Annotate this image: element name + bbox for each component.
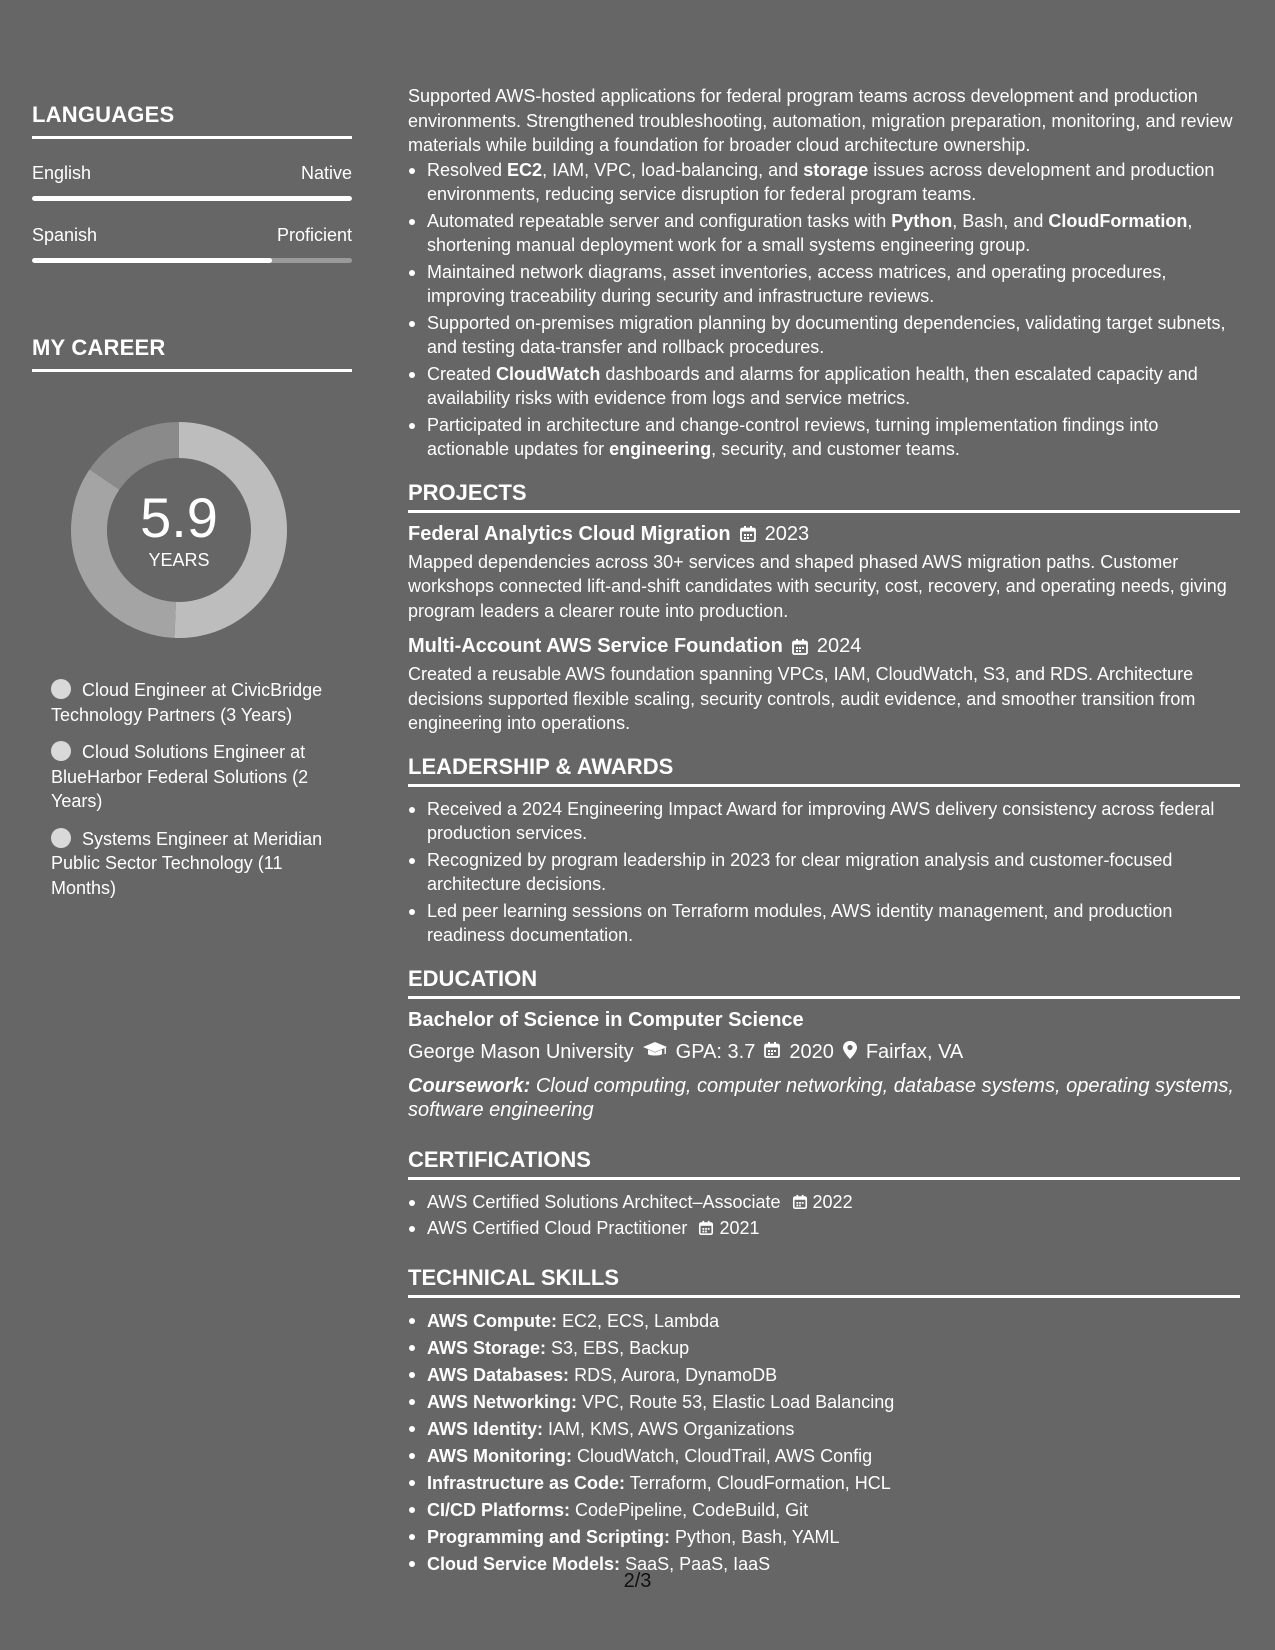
project-item [408, 523, 1240, 624]
language-proficiency-fill [32, 196, 352, 201]
coursework-text: Cloud computing, computer networking, database systems, operating systems, software engineering [408, 1074, 1234, 1121]
career-total-value: 5.9 [140, 485, 218, 549]
career-legend-dot [51, 741, 71, 761]
experience-bullet [408, 311, 1240, 360]
skill-value: EC2, ECS, Lambda [562, 1310, 720, 1331]
experience-bullet [408, 413, 1240, 462]
skill-label: AWS Monitoring: [427, 1445, 572, 1466]
career-item-label: Cloud Engineer at CivicBridge Technology Partners (3 Years) [51, 680, 323, 725]
leadership-list [408, 797, 1240, 948]
skill-label: AWS Networking: [427, 1391, 578, 1412]
bullet-text: dashboards and alarms for application health, then escalated capacity and availability risks with evidence from logs and service metrics. [427, 363, 1198, 408]
experience-bullet [408, 158, 1240, 207]
education-degree: Bachelor of Science in Computer Science [408, 1008, 804, 1031]
certifications-list [408, 1190, 1240, 1241]
skill-value: CodePipeline, CodeBuild, Git [575, 1499, 809, 1520]
experience-bullet-list [408, 158, 1240, 462]
skill-value: Python, Bash, YAML [675, 1526, 840, 1547]
career-legend-dot [51, 679, 71, 699]
bullet-text: Automated repeatable server and configuration tasks with [427, 210, 892, 231]
bullet-text: Resolved [427, 159, 508, 180]
education-gpa: GPA: 3.7 [675, 1041, 756, 1063]
calendar-icon [763, 1041, 781, 1065]
career-item [51, 678, 352, 727]
career-heading: MY CAREER [32, 335, 352, 372]
language-item [32, 163, 352, 201]
leadership-item: Recognized by program leadership in 2023 for clear migration analysis and customer-focused architecture decisions. [408, 848, 1240, 897]
project-year: 2024 [816, 635, 862, 657]
skill-value: RDS, Aurora, DynamoDB [574, 1364, 778, 1385]
career-legend-dot [51, 828, 71, 848]
calendar-icon [739, 525, 757, 543]
projects-heading: PROJECTS [408, 480, 1240, 513]
certification-item [408, 1190, 1240, 1215]
bullet-keyword: engineering [609, 439, 712, 459]
skill-item [408, 1497, 1240, 1524]
skill-value: CloudWatch, CloudTrail, AWS Config [576, 1445, 873, 1466]
project-year: 2023 [764, 522, 810, 545]
language-level: Native [300, 163, 352, 183]
bullet-text: , Bash, and [952, 210, 1049, 231]
language-item [32, 225, 352, 263]
bullet-keyword: Python [891, 210, 953, 231]
language-level: Proficient [276, 225, 352, 245]
certification-year: 2021 [719, 1218, 760, 1238]
project-description: Created a reusable AWS foundation spanning VPCs, IAM, CloudWatch, S3, and RDS. Architecture decisions supported flexible scaling, security controls, audit evidence, and smoother transition from engineering into operations. [408, 664, 1196, 733]
education-heading: EDUCATION [408, 966, 1240, 999]
page-number: 2/3 [623, 1570, 652, 1592]
main-content [408, 84, 1240, 1578]
bullet-text: issues across development and production environments, reducing service disruption for federal program teams. [427, 159, 1215, 204]
certification-name: AWS Certified Solutions Architect–Associate [427, 1191, 781, 1212]
career-list [32, 678, 352, 900]
calendar-icon [698, 1218, 714, 1238]
language-proficiency-fill [32, 258, 272, 263]
calendar-icon [791, 638, 809, 656]
career-item [51, 827, 352, 901]
bullet-text: Participated in architecture and change-control reviews, turning implementation findings into actionable updates for [427, 414, 1159, 459]
skill-value: SaaS, PaaS, IaaS [625, 1553, 771, 1574]
career-item-label: Systems Engineer at Meridian Public Sector Technology (11 Months) [51, 828, 323, 898]
skill-label: Programming and Scripting: [427, 1526, 671, 1547]
skill-value: S3, EBS, Backup [551, 1337, 690, 1358]
education-meta [408, 1040, 1240, 1066]
education-school: George Mason University [408, 1041, 634, 1063]
skill-item [408, 1362, 1240, 1389]
skill-item [408, 1416, 1240, 1443]
bullet-keyword: storage [803, 159, 869, 180]
bullet-text: , security, and customer teams. [711, 439, 960, 459]
skill-item [408, 1335, 1240, 1362]
skill-value: IAM, KMS, AWS Organizations [548, 1418, 795, 1439]
bullet-text: Created [427, 363, 497, 384]
education-location: Fairfax, VA [865, 1041, 964, 1063]
skill-label: Infrastructure as Code: [427, 1472, 626, 1493]
experience-bullet [408, 362, 1240, 411]
map-pin-icon [842, 1040, 858, 1066]
leadership-item: Led peer learning sessions on Terraform modules, AWS identity management, and production readiness documentation. [408, 899, 1240, 948]
certification-item [408, 1216, 1240, 1241]
skill-label: AWS Databases: [427, 1364, 570, 1385]
calendar-icon [792, 1192, 808, 1212]
language-name: English [32, 163, 92, 183]
certifications-heading: CERTIFICATIONS [408, 1147, 1240, 1180]
career-total-unit: YEARS [148, 549, 210, 570]
education-coursework [408, 1074, 1240, 1123]
skill-item [408, 1308, 1240, 1335]
bullet-text: Supported on-premises migration planning by documenting dependencies, validating target subnets, and testing data-transfer and rollback procedures. [427, 312, 1226, 357]
language-proficiency-bar [32, 258, 352, 263]
language-name: Spanish [32, 225, 98, 245]
experience-summary: Supported AWS-hosted applications for federal program teams across development and production environments. Strengthened troubleshooting, automation, migration preparation, monitoring, and review materials while building a foundation for broader cloud architecture ownership. [408, 86, 1233, 155]
experience-bullet [408, 209, 1240, 258]
career-item [51, 740, 352, 814]
skill-item [408, 1443, 1240, 1470]
skill-label: AWS Identity: [427, 1418, 543, 1439]
skill-label: Cloud Service Models: [427, 1553, 621, 1574]
education-year: 2020 [789, 1041, 834, 1063]
coursework-label: Coursework: [408, 1074, 531, 1097]
leadership-item: Received a 2024 Engineering Impact Award for improving AWS delivery consistency across federal production services. [408, 797, 1240, 846]
experience-bullet [408, 260, 1240, 309]
skill-label: CI/CD Platforms: [427, 1499, 571, 1520]
graduation-cap-icon [642, 1041, 668, 1065]
project-item [408, 635, 1240, 736]
bullet-text: Maintained network diagrams, asset inventories, access matrices, and operating procedures, improving traceability during security and infrastructure reviews. [427, 261, 1167, 306]
bullet-keyword: CloudFormation [1048, 210, 1188, 231]
bullet-keyword: EC2 [507, 159, 543, 180]
skills-heading: TECHNICAL SKILLS [408, 1265, 1240, 1298]
skill-label: AWS Storage: [427, 1337, 547, 1358]
project-title: Multi-Account AWS Service Foundation [408, 635, 783, 657]
skill-item [408, 1524, 1240, 1551]
sidebar [32, 102, 352, 913]
skill-label: AWS Compute: [427, 1310, 557, 1331]
leadership-heading: LEADERSHIP & AWARDS [408, 754, 1240, 787]
career-donut-chart [67, 418, 291, 642]
project-title: Federal Analytics Cloud Migration [408, 522, 731, 545]
bullet-text: , shortening manual deployment work for a small systems engineering group. [427, 210, 1193, 255]
career-item-label: Cloud Solutions Engineer at BlueHarbor Federal Solutions (2 Years) [51, 742, 309, 811]
skill-value: VPC, Route 53, Elastic Load Balancing [582, 1391, 895, 1412]
certification-name: AWS Certified Cloud Practitioner [427, 1218, 688, 1238]
skills-list [408, 1308, 1240, 1578]
bullet-text: , IAM, VPC, load-balancing, and [542, 159, 804, 180]
skill-item [408, 1389, 1240, 1416]
languages-heading: LANGUAGES [32, 102, 352, 139]
project-description: Mapped dependencies across 30+ services and shaped phased AWS migration paths. Customer workshops connected lift-and-shift candidates with security, cost, recovery, and operating needs, giving program leaders a clearer route into production. [408, 551, 1227, 621]
language-proficiency-bar [32, 196, 352, 201]
certification-year: 2022 [812, 1191, 853, 1212]
skill-value: Terraform, CloudFormation, HCL [629, 1472, 891, 1493]
bullet-keyword: CloudWatch [496, 363, 601, 384]
skill-item [408, 1470, 1240, 1497]
